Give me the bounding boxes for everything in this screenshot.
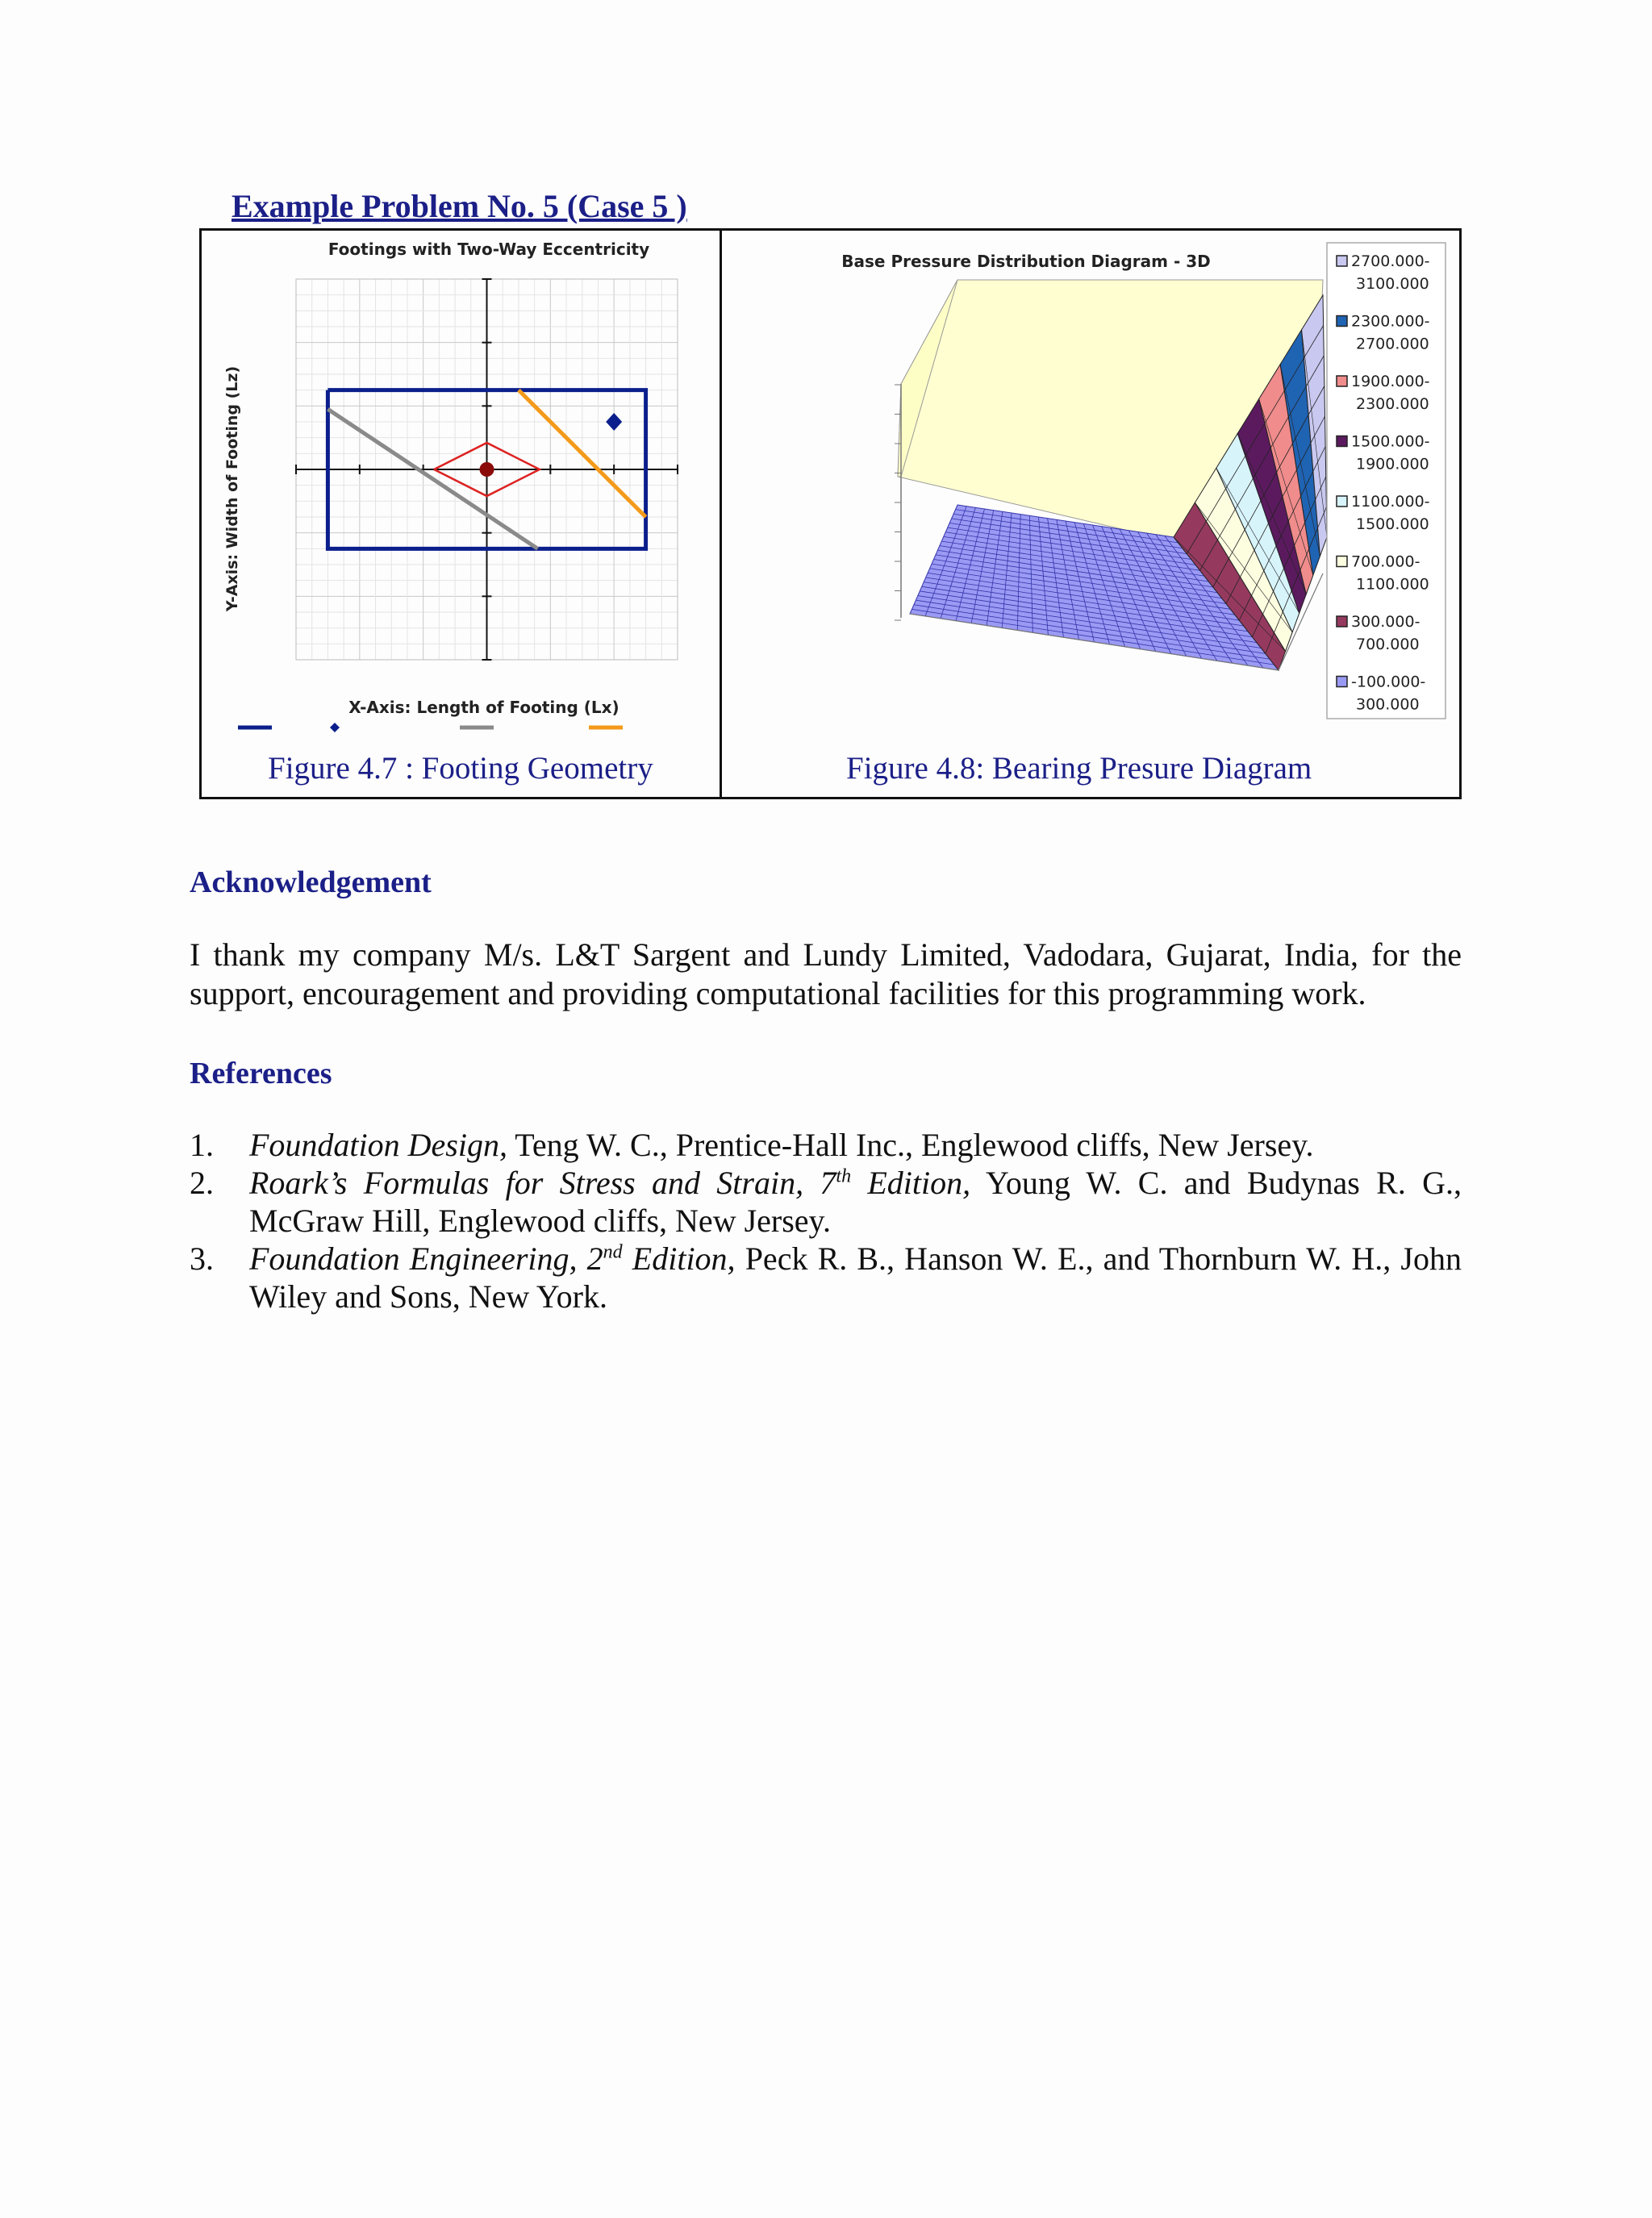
reference-number: 2. [190,1165,214,1201]
footing-geometry-chart [202,231,718,747]
reference-item [190,1164,1462,1240]
reference-title: Foundation Design, [249,1127,507,1163]
legend-swatch [1337,436,1347,447]
chart-left-ylabel: Y-Axis: Width of Footing (Lz) [223,365,241,612]
legend-swatch [1337,616,1347,627]
chart-left-legend [238,723,623,732]
reference-list [190,1126,1462,1315]
legend-swatch [1337,557,1347,567]
bearing-pressure-3d-chart [722,231,1459,747]
reference-title: Foundation Engineering, 2 [249,1240,603,1277]
reference-item [190,1240,1462,1315]
legend-label: 2700.000-3100.000 [1351,252,1430,293]
reference-item [190,1126,1462,1164]
legend-label: 1100.000-1500.000 [1351,493,1430,533]
legend-swatch [1337,316,1347,327]
reference-superscript: nd [603,1241,623,1263]
legend-label: 700.000-1100.000 [1351,552,1429,594]
acknowledgement-text: I thank my company M/s. L&T Sargent and Lundy Limited, Vadodara, Gujarat, India, for the support, encouragement and providing computational facilities for this programming work. [190,936,1462,1011]
chart-left-xlabel: X-Axis: Length of Footing (Lx) [348,698,620,717]
reference-number: 3. [190,1240,214,1277]
legend-swatch [1337,496,1347,507]
reference-title-edition: Edition, [622,1240,736,1277]
reference-number: 1. [190,1127,214,1163]
reference-title-edition: Edition, [851,1165,971,1201]
chart-right-legend [1327,243,1446,719]
legend-label: 2300.000-2700.000 [1351,312,1430,353]
legend-swatch [330,723,340,732]
legend-label: 1900.000-2300.000 [1351,373,1430,413]
acknowledgement-heading: Acknowledgement [190,865,432,899]
chart-left-title: Footings with Two-Way Eccentricity [327,240,650,259]
legend-label: 300.000-700.000 [1351,613,1420,653]
legend-swatch [1337,256,1347,266]
reference-details: Young W. C. and Budynas R. G., McGraw Hill, Englewood cliffs, New Jersey. [249,1165,1462,1239]
figure-4-8-caption: Figure 4.8: Bearing Presure Diagram [846,751,1312,786]
references-heading: References [190,1057,332,1090]
reference-details: Peck R. B., Hanson W. E., and Thornburn W. H., John Wiley and Sons, New York. [249,1240,1462,1315]
legend-label: 1500.000-1900.000 [1351,432,1430,473]
legend-label: -100.000-300.000 [1351,673,1426,714]
document-title: Example Problem No. 5 (Case 5 ) [232,188,687,224]
reference-details: Teng W. C., Prentice-Hall Inc., Englewood cliffs, New Jersey. [507,1127,1314,1163]
legend-swatch [1337,677,1347,687]
reference-superscript: th [836,1165,852,1187]
centroid-point [480,462,494,477]
load-point-marker [606,413,622,431]
chart-right-title: Base Pressure Distribution Diagram - 3D [841,252,1211,271]
legend-swatch [1337,376,1347,386]
reference-title: Roark’s Formulas for Stress and Strain, 7 [249,1165,836,1201]
figure-4-7-caption: Figure 4.7 : Footing Geometry [268,751,653,786]
